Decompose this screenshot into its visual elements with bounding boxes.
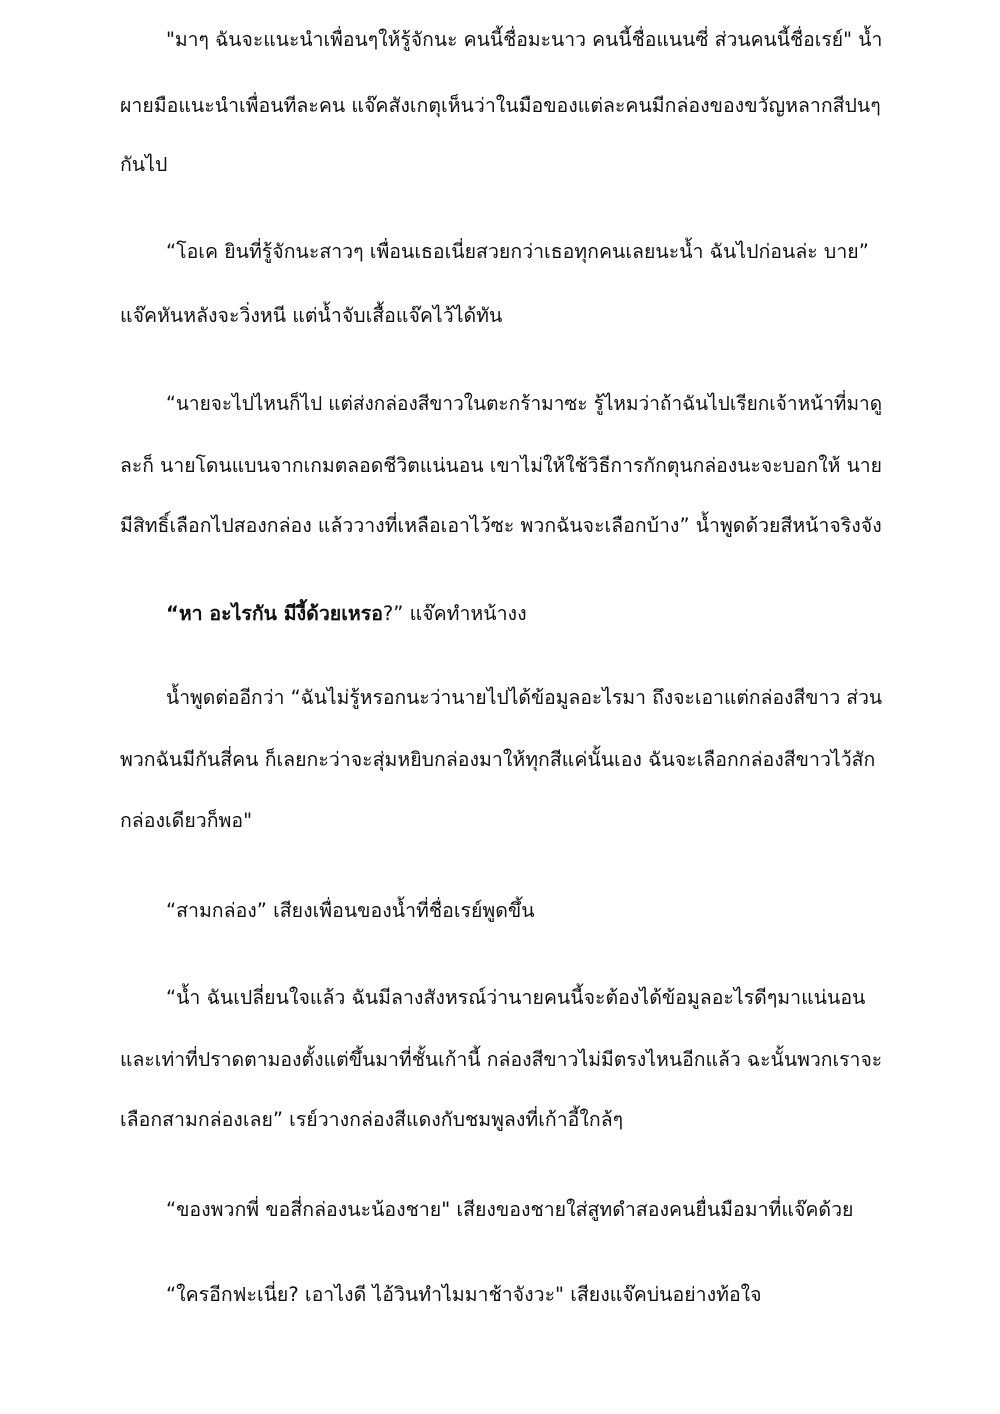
text-line: เลือกสามกล่องเลย” เรย์วางกล่องสีแดงกับชมพูลงที่เก้าอี้ใกล้ๆ [120,1108,624,1131]
text-line: น้ำพูดต่ออีกว่า “ฉันไม่รู้หรอกนะว่านายไปได้ข้อมูลอะไรมา ถึงจะเอาแต่กล่องสีขาว ส่วน [166,686,883,709]
text-line [166,604,527,624]
text-line: “ใครอีกฟะเนี่ย? เอาไงดี ไอ้วินทำไมมาช้าจังวะ" เสียงแจ๊คบ่นอย่างท้อใจ [166,1283,762,1306]
text-line: ละก็ นายโดนแบนจากเกมตลอดชีวิตแน่นอน เขาไม่ให้ใช้วิธีการกักตุนกล่องนะจะบอกให้ นาย [120,454,882,477]
text-line: "มาๆ ฉันจะแนะนำเพื่อนๆให้รู้จักนะ คนนี้ชื่อมะนาว คนนี้ชื่อแนนซี่ ส่วนคนนี้ชื่อเรย์" น้ำ [166,28,883,51]
text-line: “นายจะไปไหนก็ไป แต่ส่งกล่องสีขาวในตะกร้ามาซะ รู้ไหมว่าถ้าฉันไปเรียกเจ้าหน้าที่มาดู [166,392,883,415]
text-line: พวกฉันมีกันสี่คน ก็เลยกะว่าจะสุ่มหยิบกล่องมาให้ทุกสีแค่นั้นเอง ฉันจะเลือกกล่องสีขาวไว้สัก [120,748,876,771]
text-line: “สามกล่อง” เสียงเพื่อนของน้ำที่ชื่อเรย์พูดขึ้น [166,899,535,922]
dialogue-tail: ?” แจ๊คทำหน้างง [382,602,527,625]
text-line: กล่องเดียวก็พอ" [120,809,253,832]
text-line: กันไป [120,153,168,176]
text-line: และเท่าที่ปราดตามองตั้งแต่ขึ้นมาที่ชั้นเก้านี้ กล่องสีขาวไม่มีตรงไหนอีกแล้ว ฉะนั้นพวกเราจะ [120,1048,883,1071]
text-line: แจ๊คหันหลังจะวิ่งหนี แต่น้ำจับเสื้อแจ๊คไว้ได้ทัน [120,304,503,327]
text-line: มีสิทธิ์เลือกไปสองกล่อง แล้ววางที่เหลือเอาไว้ซะ พวกฉันจะเลือกบ้าง” น้ำพูดด้วยสีหน้าจริงจัง [120,514,882,537]
text-line: “น้ำ ฉันเปลี่ยนใจแล้ว ฉันมีลางสังหรณ์ว่านายคนนี้จะต้องได้ข้อมูลอะไรดีๆมาแน่นอน [166,986,866,1009]
text-line: “ของพวกพี่ ขอสี่กล่องนะน้องชาย" เสียงของชายใส่สูทดำสองคนยื่นมือมาที่แจ๊คด้วย [166,1198,854,1221]
text-line: ผายมือแนะนำเพื่อนทีละคน แจ๊คสังเกตุเห็นว่าในมือของแต่ละคนมีกล่องของขวัญหลากสีปนๆ [120,94,881,117]
text-line: “โอเค ยินที่รู้จักนะสาวๆ เพื่อนเธอเนี่ยสวยกว่าเธอทุกคนเลยนะน้ำ ฉันไปก่อนล่ะ บาย” [166,240,869,263]
bold-dialogue: “หา อะไรกัน มีงี้ด้วยเหรอ [166,602,383,625]
